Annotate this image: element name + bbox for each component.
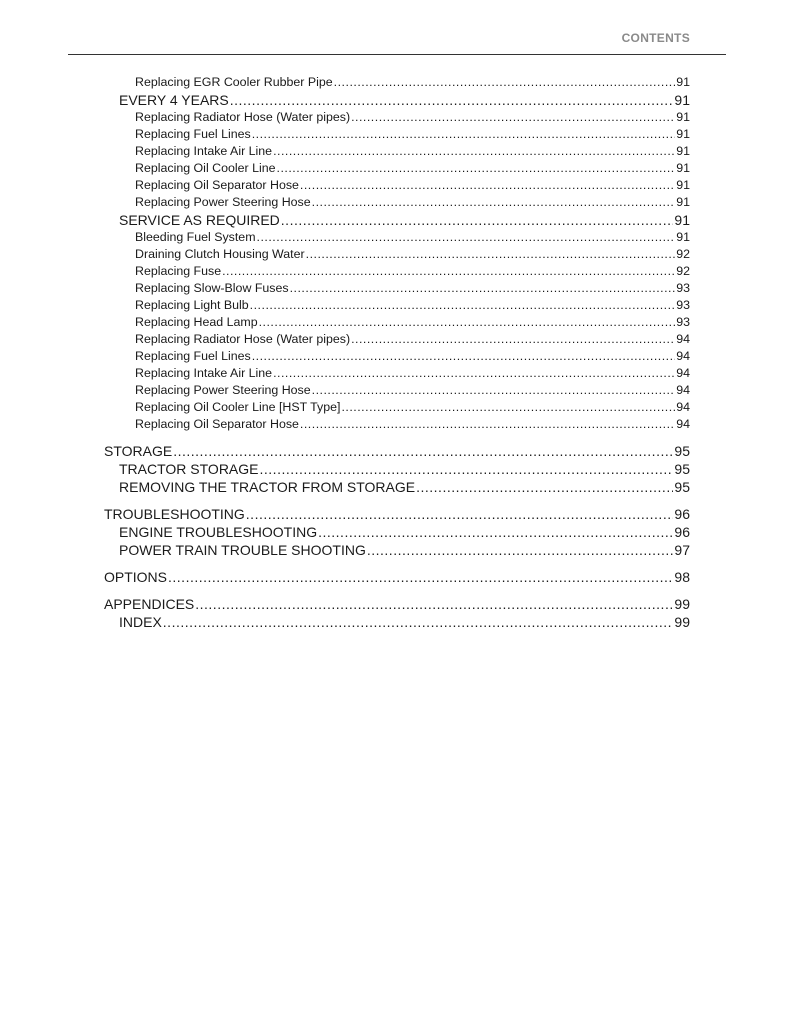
toc-entry-page-number: 95 bbox=[674, 443, 690, 459]
dot-leader bbox=[195, 595, 673, 613]
toc-entry[interactable] bbox=[104, 160, 690, 177]
toc-entry-page-number: 93 bbox=[676, 315, 690, 329]
dot-leader bbox=[252, 126, 675, 143]
toc-entry-title: SERVICE AS REQUIRED bbox=[119, 212, 280, 228]
toc-entry[interactable] bbox=[104, 460, 690, 478]
toc-entry-page-number: 96 bbox=[674, 506, 690, 522]
toc-entry-title: Replacing Fuel Lines bbox=[135, 349, 251, 363]
dot-leader bbox=[306, 246, 676, 263]
toc-entry-title: EVERY 4 YEARS bbox=[119, 92, 229, 108]
toc-entry-title: Replacing Power Steering Hose bbox=[135, 195, 311, 209]
dot-leader bbox=[163, 613, 674, 631]
dot-leader bbox=[416, 478, 673, 496]
toc-entry[interactable] bbox=[104, 297, 690, 314]
toc-entry-page-number: 92 bbox=[676, 247, 690, 261]
toc-entry-title: OPTIONS bbox=[104, 569, 168, 585]
dot-leader bbox=[281, 211, 674, 229]
dot-leader bbox=[351, 109, 675, 126]
toc-entry[interactable] bbox=[104, 246, 690, 263]
toc-entry[interactable] bbox=[104, 523, 690, 541]
toc-entry[interactable] bbox=[104, 143, 690, 160]
toc-entry-title: Replacing EGR Cooler Rubber Pipe bbox=[135, 75, 333, 89]
toc-entry-page-number: 94 bbox=[676, 332, 690, 346]
toc-entry-title: ENGINE TROUBLESHOOTING bbox=[119, 524, 318, 540]
toc-entry-title: Replacing Oil Cooler Line [HST Type] bbox=[135, 400, 341, 414]
dot-leader bbox=[168, 568, 673, 586]
toc-entry[interactable] bbox=[104, 595, 690, 613]
toc-entry-title: Draining Clutch Housing Water bbox=[135, 247, 305, 261]
toc-entry-page-number: 91 bbox=[676, 195, 690, 209]
header-divider bbox=[68, 54, 726, 55]
toc-entry-title: APPENDICES bbox=[104, 596, 195, 612]
toc-entry-page-number: 91 bbox=[676, 110, 690, 124]
toc-entry[interactable] bbox=[104, 399, 690, 416]
dot-leader bbox=[246, 505, 674, 523]
dot-leader bbox=[230, 91, 674, 109]
toc-entry-page-number: 91 bbox=[674, 92, 690, 108]
toc-entry-page-number: 93 bbox=[676, 298, 690, 312]
toc-entry[interactable] bbox=[104, 314, 690, 331]
toc-entry-title: Replacing Light Bulb bbox=[135, 298, 249, 312]
dot-leader bbox=[260, 460, 674, 478]
section-header-label: CONTENTS bbox=[621, 31, 690, 45]
toc-entry[interactable] bbox=[104, 331, 690, 348]
toc-entry-title: STORAGE bbox=[104, 443, 173, 459]
toc-entry[interactable] bbox=[104, 541, 690, 559]
dot-leader bbox=[300, 416, 675, 433]
toc-entry-title: Bleeding Fuel System bbox=[135, 230, 256, 244]
dot-leader bbox=[341, 399, 675, 416]
table-of-contents bbox=[104, 74, 690, 631]
toc-entry-page-number: 95 bbox=[674, 479, 690, 495]
dot-leader bbox=[259, 314, 676, 331]
toc-entry-page-number: 94 bbox=[676, 417, 690, 431]
toc-entry-page-number: 99 bbox=[674, 596, 690, 612]
dot-leader bbox=[312, 382, 676, 399]
toc-entry[interactable] bbox=[104, 478, 690, 496]
toc-entry-page-number: 97 bbox=[674, 542, 690, 558]
toc-entry[interactable] bbox=[104, 348, 690, 365]
dot-leader bbox=[367, 541, 674, 559]
dot-leader bbox=[334, 74, 676, 91]
toc-entry[interactable] bbox=[104, 91, 690, 109]
toc-entry-page-number: 96 bbox=[674, 524, 690, 540]
dot-leader bbox=[318, 523, 673, 541]
toc-entry[interactable] bbox=[104, 382, 690, 399]
toc-entry-page-number: 99 bbox=[674, 614, 690, 630]
toc-entry[interactable] bbox=[104, 194, 690, 211]
toc-entry-page-number: 91 bbox=[676, 144, 690, 158]
toc-entry-title: TROUBLESHOOTING bbox=[104, 506, 245, 522]
toc-entry-title: Replacing Oil Separator Hose bbox=[135, 417, 299, 431]
toc-entry-page-number: 91 bbox=[676, 230, 690, 244]
dot-leader bbox=[173, 442, 673, 460]
toc-entry-page-number: 91 bbox=[676, 75, 690, 89]
toc-entry[interactable] bbox=[104, 211, 690, 229]
toc-entry[interactable] bbox=[104, 177, 690, 194]
dot-leader bbox=[252, 348, 675, 365]
toc-entry[interactable] bbox=[104, 365, 690, 382]
toc-entry-page-number: 92 bbox=[676, 264, 690, 278]
toc-entry-title: Replacing Slow-Blow Fuses bbox=[135, 281, 289, 295]
dot-leader bbox=[290, 280, 676, 297]
toc-entry-title: Replacing Fuse bbox=[135, 264, 222, 278]
toc-entry[interactable] bbox=[104, 229, 690, 246]
dot-leader bbox=[277, 160, 676, 177]
toc-entry[interactable] bbox=[104, 263, 690, 280]
dot-leader bbox=[273, 143, 675, 160]
toc-entry-page-number: 93 bbox=[676, 281, 690, 295]
toc-entry-title: Replacing Power Steering Hose bbox=[135, 383, 311, 397]
toc-entry-page-number: 91 bbox=[676, 127, 690, 141]
toc-entry[interactable] bbox=[104, 109, 690, 126]
toc-entry-title: Replacing Intake Air Line bbox=[135, 144, 273, 158]
dot-leader bbox=[250, 297, 676, 314]
toc-entry-page-number: 94 bbox=[676, 400, 690, 414]
toc-entry[interactable] bbox=[104, 568, 690, 586]
toc-entry[interactable] bbox=[104, 74, 690, 91]
toc-entry[interactable] bbox=[104, 505, 690, 523]
toc-entry-title: Replacing Fuel Lines bbox=[135, 127, 251, 141]
toc-entry-title: Replacing Head Lamp bbox=[135, 315, 258, 329]
toc-entry-title: Replacing Radiator Hose (Water pipes) bbox=[135, 332, 351, 346]
toc-entry[interactable] bbox=[104, 126, 690, 143]
toc-entry-page-number: 91 bbox=[676, 178, 690, 192]
toc-entry-title: Replacing Oil Separator Hose bbox=[135, 178, 299, 192]
toc-entry[interactable] bbox=[104, 280, 690, 297]
toc-entry-title: POWER TRAIN TROUBLE SHOOTING bbox=[119, 542, 366, 558]
toc-entry-title: Replacing Intake Air Line bbox=[135, 366, 273, 380]
dot-leader bbox=[300, 177, 675, 194]
toc-entry[interactable] bbox=[104, 416, 690, 433]
toc-entry-title: INDEX bbox=[119, 614, 162, 630]
toc-entry-page-number: 95 bbox=[674, 461, 690, 477]
toc-entry-title: TRACTOR STORAGE bbox=[119, 461, 259, 477]
toc-entry-title: Replacing Radiator Hose (Water pipes) bbox=[135, 110, 351, 124]
toc-entry[interactable] bbox=[104, 442, 690, 460]
toc-entry-page-number: 94 bbox=[676, 366, 690, 380]
toc-entry-page-number: 91 bbox=[676, 161, 690, 175]
dot-leader bbox=[312, 194, 676, 211]
toc-entry-title: REMOVING THE TRACTOR FROM STORAGE bbox=[119, 479, 416, 495]
toc-entry-page-number: 91 bbox=[674, 212, 690, 228]
toc-entry-page-number: 94 bbox=[676, 349, 690, 363]
dot-leader bbox=[273, 365, 675, 382]
toc-entry[interactable] bbox=[104, 613, 690, 631]
dot-leader bbox=[257, 229, 676, 246]
dot-leader bbox=[351, 331, 675, 348]
dot-leader bbox=[222, 263, 675, 280]
toc-entry-page-number: 94 bbox=[676, 383, 690, 397]
toc-entry-page-number: 98 bbox=[674, 569, 690, 585]
toc-entry-title: Replacing Oil Cooler Line bbox=[135, 161, 276, 175]
